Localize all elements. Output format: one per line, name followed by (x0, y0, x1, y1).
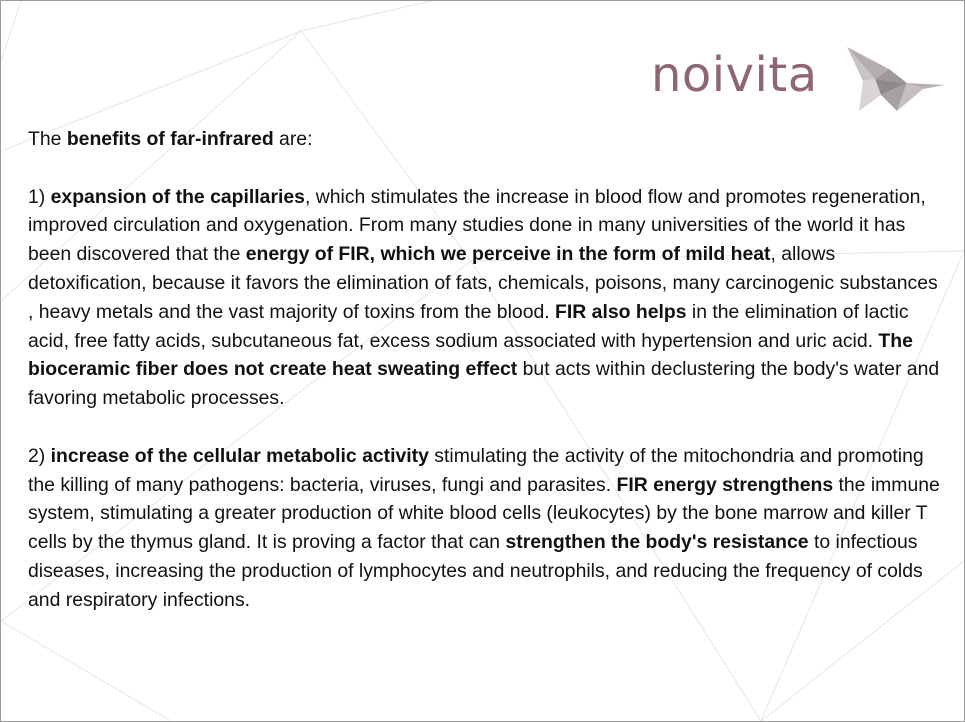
benefit-1-text-a: , which stimulates the increase in blood flow and promotes regeneration, improved circulation and oxygenation. From many studies done in many universities of the world it has been discovered that the (28, 185, 926, 266)
benefit-1-text-d: but acts within declustering the body's water and favoring metabolic processes. (28, 358, 940, 410)
logo-wordmark (651, 47, 818, 103)
benefit-2-highlight-a: FIR energy strengthens (616, 473, 834, 496)
benefit-1-highlight-c: The bioceramic fiber does not create heat sweating effect (28, 329, 913, 381)
body-text (28, 125, 943, 615)
benefit-2-number: 2) (28, 444, 51, 467)
paragraph-gap (28, 413, 943, 442)
benefit-1-highlight-b: FIR also helps (555, 300, 687, 323)
paragraph-gap (28, 154, 943, 183)
origami-bird-icon (845, 41, 949, 117)
benefit-1-number: 1) (28, 185, 51, 208)
intro-prefix: The (28, 128, 67, 150)
intro-paragraph (28, 125, 943, 154)
benefit-2-heading: increase of the cellular metabolic activity (50, 444, 429, 467)
intro-bold: benefits of far-infrared (66, 128, 274, 150)
benefit-1-heading: expansion of the capillaries (50, 185, 305, 208)
benefit-1-text-b: , allows detoxification, because it favors the elimination of fats, chemicals, poisons, many carcinogenic substances , heavy metals and the vast majority of toxins from the blood. (28, 243, 938, 323)
benefit-2-text-c: to infectious diseases, increasing the production of lymphocytes and neutrophils, and reducing the frequency of colds and respiratory infections. (28, 531, 923, 611)
noivita-logo (649, 41, 954, 121)
logo-wordmark-part2: vita (725, 47, 818, 103)
benefit-2-text-a: stimulating the activity of the mitochondria and promoting the killing of many pathogens: bacteria, viruses, fungi and parasites. (28, 444, 924, 496)
benefit-1-text-c: in the elimination of lactic acid, free fatty acids, subcutaneous fat, excess sodium associated with hypertension and uric acid. (28, 300, 909, 352)
benefit-2-highlight-b: strengthen the body's resistance (505, 531, 809, 554)
intro-suffix: are: (273, 128, 313, 150)
benefit-2-text-b: the immune system, stimulating a greater production of white blood cells (leukocytes) by the bone marrow and killer T cells by the thymus gland. It is proving a factor that can (28, 473, 940, 554)
benefit-1-paragraph (28, 183, 943, 413)
benefit-2-paragraph (28, 442, 943, 615)
logo-wordmark-part1: noi (651, 47, 726, 103)
benefit-1-highlight-a: energy of FIR, which we perceive in the form of mild heat (245, 243, 771, 266)
